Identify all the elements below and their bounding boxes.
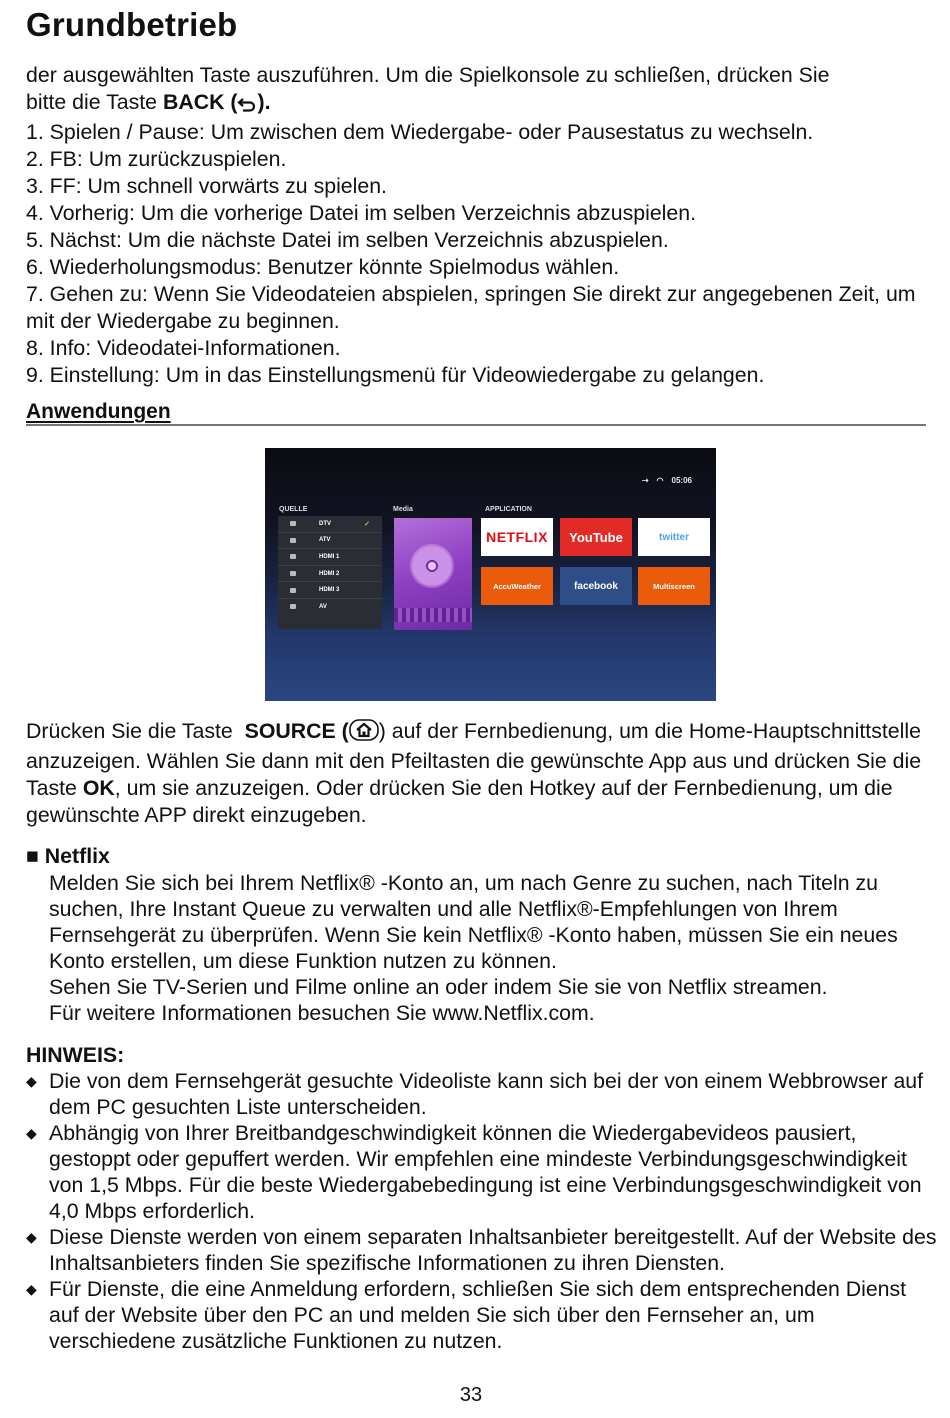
list-item: 2. FB: Um zurückzuspielen. [26,147,287,171]
dtv-icon [290,521,296,526]
source-paragraph: Drücken Sie die Taste SOURCE ( ) auf der Fernbedienung, um die Home-Hauptschnittstelle anzuzeigen. Wählen Sie dann mit den Pfeiltasten die gewünschte App aus und drücken Sie die Taste OK, um sie anzuzeigen. Oder drücken Sie den Hotkey auf der Fernbedienung, um die gewünschte APP direkt einzugeben. [26,719,922,827]
back-key-label: BACK ( [162,90,238,114]
back-arrow-icon [237,92,257,119]
app-tile-multiscreen[interactable]: Multiscreen [638,567,710,605]
netflix-heading: ■ Netflix [26,844,110,868]
clock: 05:06 [671,476,692,485]
diamond-bullet-icon: ◆ [26,1073,37,1089]
media-label: Media [393,506,413,513]
source-item-hdmi2[interactable]: HDMI 2 [278,566,382,583]
diamond-bullet-icon: ◆ [26,1281,37,1297]
check-icon: ✓ [364,520,370,528]
page-title: Grundbetrieb [26,6,238,43]
hdmi-icon [290,554,296,559]
app-tile-accuweather[interactable]: AccuWeather [481,567,553,605]
source-key-label: SOURCE ( [244,719,349,743]
source-item-hdmi1[interactable]: HDMI 1 [278,549,382,566]
list-item: 7. Gehen zu: Wenn Sie Videodateien abspielen, springen Sie direkt zur angegebenen Zeit, um mit der Wiedergabe zu beginnen. [26,282,916,333]
list-item: 1. Spielen / Pause: Um zwischen dem Wiedergabe- oder Pausestatus zu wechseln. [26,120,814,144]
home-icon [349,719,379,748]
section-heading [26,400,926,426]
list-item: ◆ Die von dem Fernsehgerät gesuchte Videoliste kann sich bei der von einem Webbrowser auf dem PC gesuchten Liste unterscheiden. [26,1069,924,1119]
app-tile-netflix[interactable]: NETFLIX [481,518,553,556]
list-item: ◆ Für Dienste, die eine Anmeldung erfordern, schließen Sie sich dem entsprechenden Dienst auf der Website über den PC an und melden Sie sich über den Fernseher an, um verschiedene zusätzliche Funktionen zu nutzen. [26,1277,907,1353]
diamond-bullet-icon: ◆ [26,1125,37,1141]
input-icon: ⇢ [641,476,649,485]
section-heading-text: Anwendungen [26,400,171,423]
app-tile-youtube[interactable]: YouTube [560,518,632,556]
list-item: 6. Wiederholungsmodus: Benutzer könnte Spielmodus wählen. [26,255,620,279]
page-number: 33 [459,1384,483,1406]
intro-line-1: der ausgewählten Taste auszuführen. Um die Spielkonsole zu schließen, drücken Sie [26,63,830,87]
intro-block [26,62,931,389]
source-label: QUELLE [279,506,308,513]
hinweis-section [26,1042,938,1354]
list-item: 9. Einstellung: Um in das Einstellungsmenü für Videowiedergabe zu gelangen. [26,363,765,387]
film-strip-icon [394,608,472,622]
netflix-body [26,870,931,1026]
wifi-icon: ◠ [656,476,664,485]
media-tile[interactable] [394,518,472,630]
source-item-hdmi3[interactable]: HDMI 3 [278,582,382,599]
atv-icon [290,538,296,543]
source-item-dtv[interactable]: DTV ✓ [278,516,382,533]
hinweis-list [26,1068,938,1354]
list-item: 4. Vorherig: Um die vorherige Datei im selben Verzeichnis abzuspielen. [26,201,697,225]
ok-key-label: OK [82,776,115,800]
list-item: 8. Info: Videodatei-Informationen. [26,336,341,360]
source-list [278,516,382,629]
source-item-atv[interactable]: ATV [278,533,382,550]
netflix-paragraph: Melden Sie sich bei Ihrem Netflix® -Konto an, um nach Genre zu suchen, nach Titeln zu suchen, Ihre Instant Queue zu verwalten und alle Netflix®-Empfehlungen von Ihrem Fernsehgerät zu überprüfen. Wenn Sie kein Netflix® -Konto haben, müssen Sie ein neues Konto erstellen, um diese Funktion nutzen zu können. [49,871,898,973]
status-bar [642,476,692,485]
app-tile-facebook[interactable]: facebook [560,567,632,605]
disc-icon [412,546,452,586]
list-item: 3. FF: Um schnell vorwärts zu spielen. [26,174,387,198]
intro-line-2: bitte die Taste BACK ( ). [26,89,931,119]
application-label: APPLICATION [485,506,532,513]
hinweis-heading: HINWEIS: [26,1043,125,1067]
hdmi-icon [290,588,296,593]
netflix-line-2: Sehen Sie TV-Serien und Filme online an oder indem Sie sie von Netflix streamen. [49,975,828,999]
hdmi-icon [290,571,296,576]
netflix-section [26,843,931,1026]
netflix-line-3: Für weitere Informationen besuchen Sie www.Netflix.com. [49,1001,595,1025]
source-item-av[interactable]: AV [278,599,382,615]
list-item: 5. Nächst: Um die nächste Datei im selben Verzeichnis abzuspielen. [26,228,669,252]
diamond-bullet-icon: ◆ [26,1229,37,1245]
app-tile-twitter[interactable]: twitter [638,518,710,556]
list-item: ◆ Diese Dienste werden von einem separaten Inhaltsanbieter bereitgestellt. Auf der Website des Inhaltsanbieters finden Sie spezifische Informationen zu ihren Diensten. [26,1225,937,1275]
tv-home-screenshot [265,448,716,701]
list-item: ◆ Abhängig von Ihrer Breitbandgeschwindigkeit können die Wiedergabevideos pausiert, gestoppt oder gepuffert werden. Wir empfehlen eine mindeste Verbindungsgeschwindigkeit von 1,5 Mbps. Für die beste Wiedergabebedingung ist eine Verbindungsgeschwindigkeit von 4,0 Mbps erforderlich. [26,1121,922,1223]
av-icon [290,604,296,609]
